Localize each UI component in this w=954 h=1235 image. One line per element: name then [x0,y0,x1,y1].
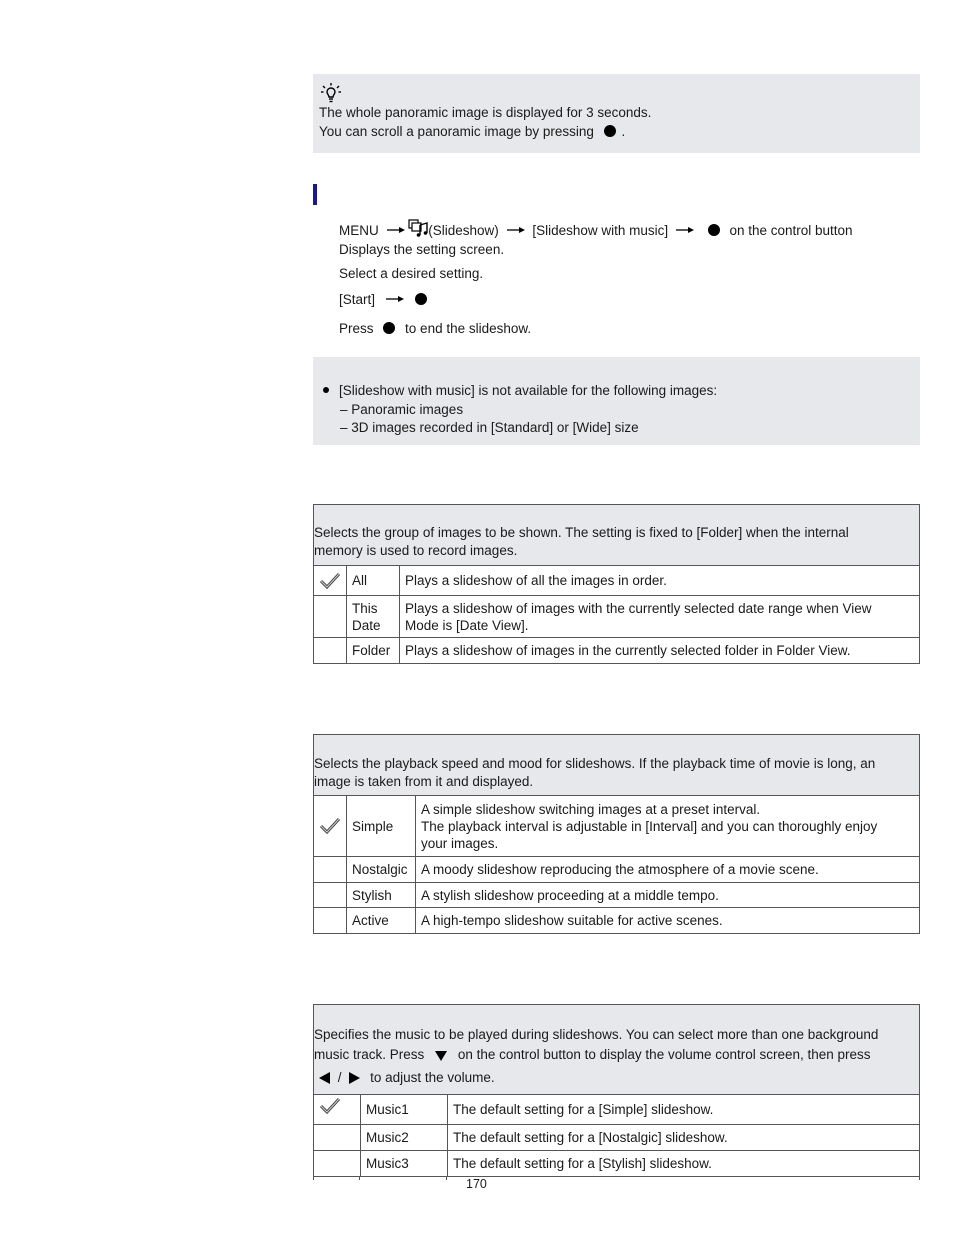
down-arrow-icon [435,1051,447,1061]
section2-table [313,795,920,934]
table-row [314,566,920,596]
section-marker [313,184,317,205]
table-row [314,638,920,664]
table-row [314,883,920,908]
table-row [314,1151,920,1177]
default-check-cell [314,566,347,596]
table-continuation [313,1176,920,1180]
option-name: Folder [347,638,400,664]
note-item: – 3D images recorded in [Standard] or [Wide] size [340,420,639,435]
option-name: Stylish [347,883,416,908]
arrow-right-icon [675,225,695,235]
option-description: The default setting for a [Simple] slideshow. [448,1095,920,1125]
slideshow-music-icon [408,219,428,237]
option-description: Plays a slideshow of images in the currently selected folder in Folder View. [400,638,920,664]
step-1-detail: Displays the setting screen. [339,242,505,257]
option-description: A stylish slideshow proceeding at a middle tempo. [416,883,920,908]
option-description: A moody slideshow reproducing the atmosphere of a movie scene. [416,857,920,883]
arrow-right-icon [385,294,405,304]
default-check-cell [314,1095,361,1125]
option-name: This Date [347,596,400,638]
option-name: Simple [347,796,416,857]
left-arrow-icon [319,1072,330,1084]
page-number: 170 [466,1177,487,1191]
option-description: A simple slideshow switching images at a preset interval. The playback interval is adjustable in [Interval] and you can thoroughly enjoy your images. [416,796,920,857]
section3-table [313,1094,920,1177]
step-4: Press to end the slideshow. [339,321,532,336]
arrow-right-icon [506,225,526,235]
default-check-cell [314,796,347,857]
option-name: Active [347,908,416,934]
center-button-icon [708,224,720,236]
option-name: Music2 [361,1125,448,1151]
note-item: – Panoramic images [340,402,464,417]
hint-line-2: You can scroll a panoramic image by pressing . [319,124,626,139]
table-row [314,857,920,883]
arrow-right-icon [386,225,406,235]
table-row [314,1125,920,1151]
table-row [314,908,920,934]
center-button-icon [383,322,395,334]
step-3: [Start] [339,292,427,307]
checkmark-icon [319,572,341,590]
option-name: Music3 [361,1151,448,1177]
checkmark-icon [319,817,341,835]
table-row [314,796,920,857]
note-bullet: [Slideshow with music] is not available for the following images: [323,383,717,398]
center-button-icon [415,293,427,305]
section1-description: Selects the group of images to be shown. The setting is fixed to [Folder] when the internal memory is used to record images. [313,504,920,566]
option-name: All [347,566,400,596]
checkmark-icon [319,1097,341,1115]
hint-line-1: The whole panoramic image is displayed for 3 seconds. [319,105,652,120]
note-box [313,357,920,445]
option-description: Plays a slideshow of images with the currently selected date range when View Mode is [Date View]. [400,596,920,638]
option-name: Nostalgic [347,857,416,883]
table-row [314,1095,920,1125]
right-arrow-icon [349,1072,360,1084]
option-description: Plays a slideshow of all the images in order. [400,566,920,596]
option-description: The default setting for a [Nostalgic] slideshow. [448,1125,920,1151]
option-name: Music1 [361,1095,448,1125]
section2-description: Selects the playback speed and mood for slideshows. If the playback time of movie is long, an image is taken from it and displayed. [313,734,920,796]
section1-table [313,565,920,664]
step-2: Select a desired setting. [339,266,484,281]
center-button-icon [604,125,616,137]
option-description: The default setting for a [Stylish] slideshow. [448,1151,920,1177]
option-description: A high-tempo slideshow suitable for active scenes. [416,908,920,934]
section3-description: Specifies the music to be played during slideshows. You can select more than one background music track. Press on the control button to display the volume control screen, then press / to adjust the volume. [313,1004,920,1095]
lightbulb-icon [320,82,342,104]
table-row [314,596,920,638]
hint-box [313,74,920,153]
step-1: MENU (Slideshow) [Slideshow with music] on the control button [339,219,853,238]
